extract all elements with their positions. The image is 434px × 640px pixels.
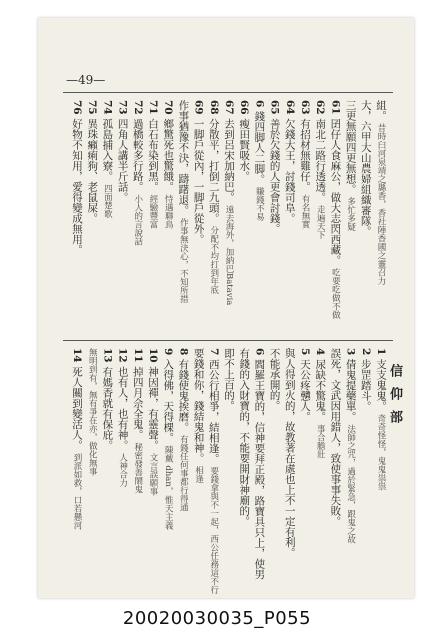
- entry-number: 65: [268, 100, 281, 119]
- entry-number: 14: [71, 348, 83, 367]
- entry-column: [207, 348, 220, 595]
- entry-number: 6: [253, 100, 266, 111]
- entry-text: 一脚戶從內，一脚戶從外。: [192, 118, 205, 245]
- entry-number: 61: [329, 100, 342, 119]
- entry-number: 64: [283, 100, 296, 119]
- entry-text: 有招材無雞仔。: [299, 118, 311, 192]
- entry-text: 與人得到火的，故教著在處也上不一定有利。: [283, 348, 296, 558]
- entry-text: 好物不知用，愛得變成無用。: [71, 118, 83, 255]
- entry-gloss: 文言誤願事: [148, 450, 158, 496]
- entry-text: 即不上百的。: [223, 348, 235, 411]
- entry-text: 不能承開的。: [268, 348, 281, 411]
- entry-column: [313, 100, 326, 332]
- page-number: —49—: [66, 73, 106, 87]
- entry-gloss: 陳戴 dhan，惟天主義: [163, 442, 174, 530]
- entry-column: [146, 100, 159, 332]
- entry-gloss: 賺錢不易: [254, 184, 265, 222]
- entry-text: 尿缺不驚鬼。: [314, 358, 327, 422]
- entry-text: 倩鬼提藥單。: [344, 358, 357, 422]
- entry-gloss: 遠去海外，加納巴Batavia: [224, 202, 234, 306]
- entry-gloss: 吃要吃做不做: [330, 265, 341, 319]
- entry-text: 有媽香就有保庇。: [101, 366, 114, 451]
- entry-column: [328, 100, 341, 332]
- entry-number: 5: [299, 348, 311, 359]
- entry-text: 支支鬼鬼。: [375, 358, 387, 412]
- entry-column: [344, 348, 357, 580]
- entry-number: 73: [116, 100, 129, 119]
- entry-gloss: 法師之咒，過於緊急，跟鬼之故: [345, 421, 356, 544]
- entry-column: [70, 348, 83, 580]
- entry-text: 也有人，也有神。: [116, 366, 129, 451]
- entry-number: 71: [147, 100, 159, 119]
- entry-column: [161, 100, 174, 332]
- entry-number: 10: [147, 348, 159, 367]
- entry-gloss: 分配不均打到年底: [208, 223, 219, 294]
- entry-number: 13: [101, 348, 114, 367]
- entry-text: 鄉驚死也驚餓。: [162, 118, 175, 192]
- entry-column: [268, 348, 281, 580]
- entry-gloss: 相逢: [193, 463, 204, 484]
- entry-column: [237, 100, 250, 332]
- entry-text: 錢四脚人二脚。: [253, 110, 266, 185]
- entry-column: [359, 348, 372, 580]
- entry-column: [207, 100, 220, 332]
- entry-number: 63: [299, 100, 311, 119]
- entry-number: 7: [207, 348, 220, 359]
- entry-text: 作事猶豫不決，躊躇退。: [177, 100, 190, 216]
- entry-gloss: 有名無實: [300, 191, 310, 229]
- entry-number: 8: [177, 348, 190, 359]
- entry-column: [252, 100, 265, 332]
- entry-text: 善於欠錢的人更會討錢。: [268, 118, 281, 234]
- entry-text: 組。: [375, 100, 387, 121]
- entry-text: 入得佛，天得棵。: [162, 358, 175, 443]
- entry-number: 1: [375, 348, 387, 359]
- entry-gloss: 人神合力: [117, 450, 128, 487]
- entry-text: 分散平，打倒二九頭。: [207, 118, 220, 224]
- entry-text: 欠錢大王，討錢司阜。: [283, 118, 296, 224]
- entry-number: 6: [253, 348, 266, 359]
- header-rule: [63, 92, 393, 93]
- section-divider: [63, 340, 393, 341]
- entry-column: [252, 348, 265, 580]
- entry-number: 74: [101, 100, 114, 119]
- entry-column: [344, 100, 357, 332]
- entry-column: [298, 100, 311, 332]
- entry-column: [359, 100, 372, 332]
- entry-text: 南北二路行透透。: [314, 118, 327, 203]
- section-title: 信仰部: [387, 364, 402, 433]
- entry-column: [374, 348, 387, 580]
- entry-number: 72: [131, 100, 144, 119]
- entry-text: 孤島捕入寮。: [101, 118, 114, 182]
- entry-text: 步罡踏斗。: [359, 358, 372, 412]
- entry-column: [176, 100, 189, 332]
- entry-text: 掉四月佘全鬼。: [131, 366, 144, 440]
- entry-column: [313, 348, 326, 580]
- image-caption: 20020030035_P055: [122, 608, 312, 629]
- entry-column: [192, 100, 205, 332]
- entry-text: 有錢使鬼挨磨。: [177, 358, 190, 433]
- entry-gloss: 有錢任何事都行得通: [178, 432, 189, 512]
- entry-column: [222, 100, 235, 332]
- entry-column: [161, 348, 174, 580]
- entry-column: [116, 348, 129, 580]
- entry-column: [237, 348, 250, 580]
- entry-text: 大，六甲大山農婦組織審隊。: [359, 100, 372, 237]
- entry-column: [176, 348, 189, 580]
- entry-text: 神因禪，有靈聲。: [147, 366, 159, 451]
- entry-column: [100, 100, 113, 332]
- entry-gloss: 四面楚歌: [102, 181, 113, 218]
- entry-number: 70: [162, 100, 175, 119]
- document-page: [38, 18, 414, 598]
- entry-number: 68: [207, 100, 220, 119]
- entry-text: 誤死，文武因用錯人，致使事事失敗。: [329, 348, 342, 527]
- entry-text: 天公疼戇人。: [299, 358, 311, 422]
- entry-text: 瘦田賢吸水。: [238, 118, 251, 182]
- entry-column: [146, 348, 159, 580]
- entry-text: 有錢的入財寶的，不能要開財神廟的。: [238, 348, 251, 527]
- entry-number: 76: [71, 100, 83, 119]
- entry-number: 4: [314, 348, 327, 359]
- entry-text: 閻羅王寶的，信神要拜正殿，路寶具只上，使男: [253, 358, 266, 580]
- entry-column: [100, 348, 113, 580]
- entry-gloss: 多忙多疑: [345, 194, 356, 232]
- entry-gloss: 小人的言說話: [132, 191, 143, 246]
- entry-gloss: 到派如救，口若懸河: [72, 450, 82, 530]
- entry-column: [116, 100, 129, 332]
- entry-text: 西公行相爭，結相逢。: [207, 358, 220, 464]
- entry-gloss: 走遍天下: [315, 202, 326, 239]
- entry-column: [131, 100, 144, 332]
- entry-text: 四角人講半斤話。: [116, 118, 129, 203]
- entry-column: [70, 100, 83, 332]
- entry-column: [328, 348, 341, 580]
- entry-number: 11: [131, 348, 144, 367]
- entry-gloss: 無明到有，無有爭在亦，做化無事: [87, 348, 98, 476]
- entry-column: [374, 100, 387, 332]
- entry-column: [85, 100, 98, 332]
- entry-number: 9: [162, 348, 175, 359]
- entry-gloss: 恃遇聯鳥: [163, 191, 174, 229]
- entry-column: [192, 348, 205, 580]
- entry-column: [268, 100, 281, 332]
- entry-number: 69: [192, 100, 205, 119]
- entry-column: [222, 348, 235, 580]
- entry-text: 要錢和你，錢結鬼和神。: [192, 348, 205, 464]
- entry-number: 2: [359, 348, 372, 359]
- entry-gloss: 奇奇怪怪，鬼鬼祟祟: [376, 411, 386, 491]
- entry-gloss: 作事無決心，不知所措: [178, 215, 189, 304]
- entry-number: 75: [86, 100, 99, 119]
- entry-gloss: 要錢拿與不一起，西公任務這不行: [208, 463, 219, 595]
- entry-text: 異珠癩痢狗、老鼠屎。: [86, 118, 99, 224]
- entry-gloss: 秘密發善鬧鬼: [132, 439, 143, 494]
- entry-number: 62: [314, 100, 327, 119]
- entry-number: 3: [344, 348, 357, 359]
- entry-text: 死人關到變活人。: [71, 366, 83, 451]
- entry-gloss: 經驗豐富: [148, 191, 158, 229]
- entry-number: 66: [238, 100, 251, 119]
- entry-column: [283, 100, 296, 332]
- entry-column: [283, 348, 296, 580]
- entry-column: [131, 348, 144, 580]
- entry-text: 過橋較多行路。: [131, 118, 144, 192]
- entry-column: [85, 348, 98, 580]
- entry-text: 去到呂宋加納巴。: [223, 118, 235, 203]
- entry-text: 囝仔人食麻公，做大志閃西藏。: [329, 118, 342, 266]
- entry-text: 三更無願四更無想。: [344, 100, 357, 195]
- entry-gloss: 事合膽壯: [315, 421, 326, 459]
- entry-text: 白石布染到黑。: [147, 118, 159, 192]
- entry-number: 67: [223, 100, 235, 119]
- entry-column: [298, 348, 311, 580]
- entry-number: 12: [116, 348, 129, 367]
- entry-gloss: 昔時臼河泉靖之縣香，香社陣香國之靈召力: [376, 121, 386, 286]
